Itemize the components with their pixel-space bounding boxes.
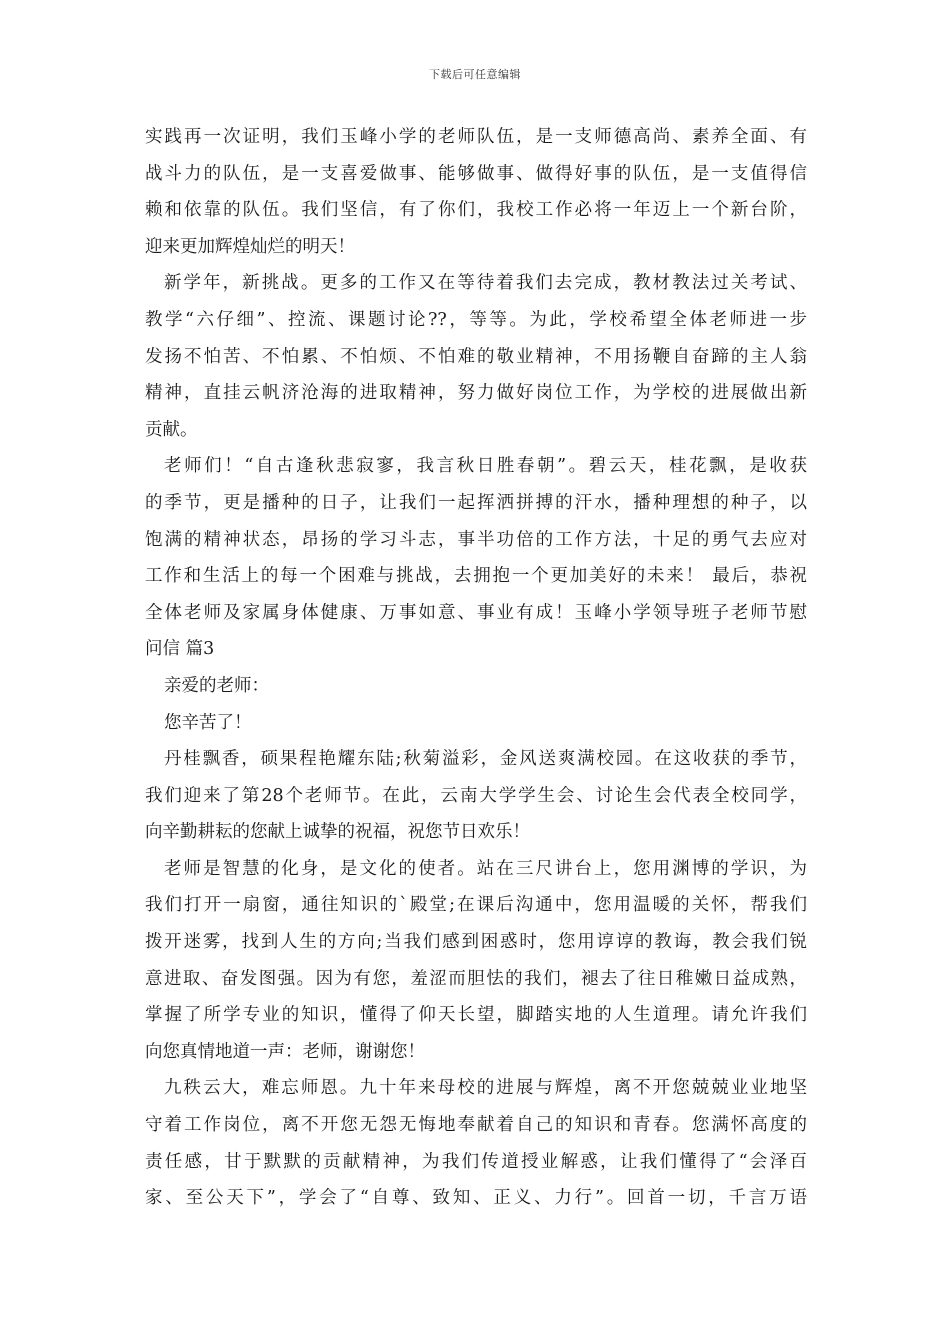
text-line: 亲爱的老师： xyxy=(164,675,269,696)
text-line: 老师们！“自古逢秋悲寂寥，我言秋日胜春朝”。碧云天，桂花飘，是收获 xyxy=(164,456,807,477)
text-line: 全体老师及家属身体健康、万事如意、事业有成！玉峰小学领导班子老师节慰 xyxy=(145,602,807,623)
text-line: 向辛勤耕耘的您献上诚挚的祝福，祝您节日欢乐！ xyxy=(145,822,530,843)
text-line: 战斗力的队伍，是一支喜爱做事、能够做事、做得好事的队伍，是一支值得信 xyxy=(145,163,807,184)
text-line: 发扬不怕苦、不怕累、不怕烦、不怕难的敬业精神，不用扬鞭自奋蹄的主人翁 xyxy=(145,346,807,367)
text-line: 实践再一次证明，我们玉峰小学的老师队伍，是一支师德高尚、素养全面、有 xyxy=(145,127,807,147)
text-line: 迎来更加辉煌灿烂的明天！ xyxy=(145,236,355,257)
text-line: 守着工作岗位，离不开您无怨无悔地奉献着自己的知识和青春。您满怀高度的 xyxy=(145,1115,807,1136)
text-line: 饱满的精神状态，昂扬的学习斗志，事半功倍的工作方法，十足的勇气去应对 xyxy=(145,529,807,550)
text-line: 拨开迷雾，找到人生的方向;当我们感到困惑时，您用谆谆的教诲，教会我们锐 xyxy=(145,932,807,953)
text-line: 九秩云大，难忘师恩。九十年来母校的进展与辉煌，离不开您兢兢业业地坚 xyxy=(164,1078,807,1099)
text-line: 工作和生活上的每一个困难与挑战，去拥抱一个更加美好的未来！ 最后，恭祝 xyxy=(145,566,807,587)
text-line: 丹桂飘香，硕果程艳耀东陆;秋菊溢彩，金风送爽满校园。在这收获的季节， xyxy=(164,749,807,770)
text-line: 的季节，更是播种的日子，让我们一起挥洒拼搏的汗水，播种理想的种子，以 xyxy=(145,492,807,513)
text-line: 新学年，新挑战。更多的工作又在等待着我们去完成，教材教法过关考试、 xyxy=(164,273,807,294)
text-line: 意进取、奋发图强。因为有您，羞涩而胆怯的我们，褪去了往日稚嫩日益成熟， xyxy=(145,968,807,989)
text-line: 问信 篇3 xyxy=(145,639,215,660)
document-body xyxy=(145,119,807,1217)
text-line: 精神，直挂云帆济沧海的进取精神，努力做好岗位工作，为学校的进展做出新 xyxy=(145,383,807,404)
text-line: 掌握了所学专业的知识，懂得了仰天长望，脚踏实地的人生道理。请允许我们 xyxy=(145,1005,807,1026)
text-line: 老师是智慧的化身，是文化的使者。站在三尺讲台上，您用渊博的学识，为 xyxy=(164,858,807,879)
text-line: 贡献。 xyxy=(145,419,198,440)
text-line: 家、至公天下”，学会了“自尊、致知、正义、力行”。回首一切，千言万语 xyxy=(145,1188,807,1209)
text-line: 责任感，甘于默默的贡献精神，为我们传道授业解惑，让我们懂得了“会泽百 xyxy=(145,1151,807,1172)
page-header: 下载后可任意编辑 xyxy=(429,68,521,81)
text-line: 我们打开一扇窗，通往知识的`殿堂;在课后沟通中，您用温暖的关怀，帮我们 xyxy=(145,895,807,916)
text-line: 您辛苦了！ xyxy=(164,712,252,733)
text-line: 向您真情地道一声：老师，谢谢您！ xyxy=(145,1041,425,1062)
text-line: 赖和依靠的队伍。我们坚信，有了你们，我校工作必将一年迈上一个新台阶， xyxy=(145,200,807,221)
text-line: 我们迎来了第28个老师节。在此，云南大学学生会、讨论生会代表全校同学， xyxy=(145,785,807,806)
text-line: 教学“六仔细”、控流、课题讨论??，等等。为此，学校希望全体老师进一步 xyxy=(145,309,807,330)
